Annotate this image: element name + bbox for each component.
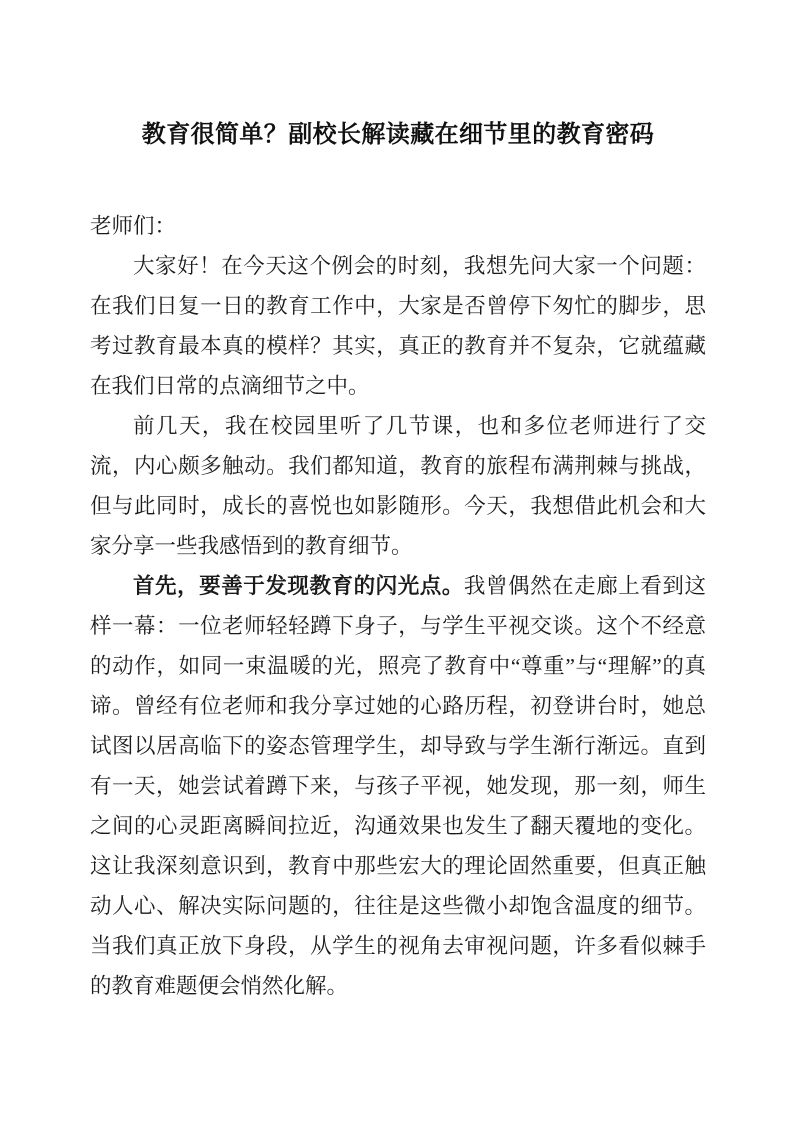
document-body [90,0,706,1006]
paragraph-1: 大家好！在今天这个例会的时刻，我想先问大家一个问题：在我们日复一日的教育工作中，大家是否曾停下匆忙的脚步，思考过教育最本真的模样？其实，真正的教育并不复杂，它就蕴藏在我们日常的点滴细节之中。 [90,254,706,398]
paragraph-3-text: 我曾偶然在走廊上看到这样一幕：一位老师轻轻蹲下身子，与学生平视交谈。这个不经意的动作，如同一束温暖的光，照亮了教育中“尊重”与“理解”的真谛。曾经有位老师和我分享过她的心路历程，初登讲台时，她总试图以居高临下的姿态管理学生，却导致与学生渐行渐远。直到有一天，她尝试着蹲下来，与孩子平视，她发现，那一刻，师生之间的心灵距离瞬间拉近，沟通效果也发生了翻天覆地的变化。这让我深刻意识到，教育中那些宏大的理论固然重要，但真正触动人心、解决实际问题的，往往是这些微小却饱含温度的细节。当我们真正放下身段，从学生的视角去审视问题，许多看似棘手的教育难题便会悄然化解。 [90,574,706,998]
page-title: 教育很简单？副校长解读藏在细节里的教育密码 [141,122,655,148]
paragraph-3 [90,566,706,1006]
paragraph-3-lead: 首先，要善于发现教育的闪光点。 [133,574,464,598]
salutation-line: 老师们： [90,214,177,238]
paragraph-2: 前几天，我在校园里听了几节课，也和多位老师进行了交流，内心颇多触动。我们都知道，教育的旅程布满荆棘与挑战，但与此同时，成长的喜悦也如影随形。今天，我想借此机会和大家分享一些我感悟到的教育细节。 [90,414,706,558]
